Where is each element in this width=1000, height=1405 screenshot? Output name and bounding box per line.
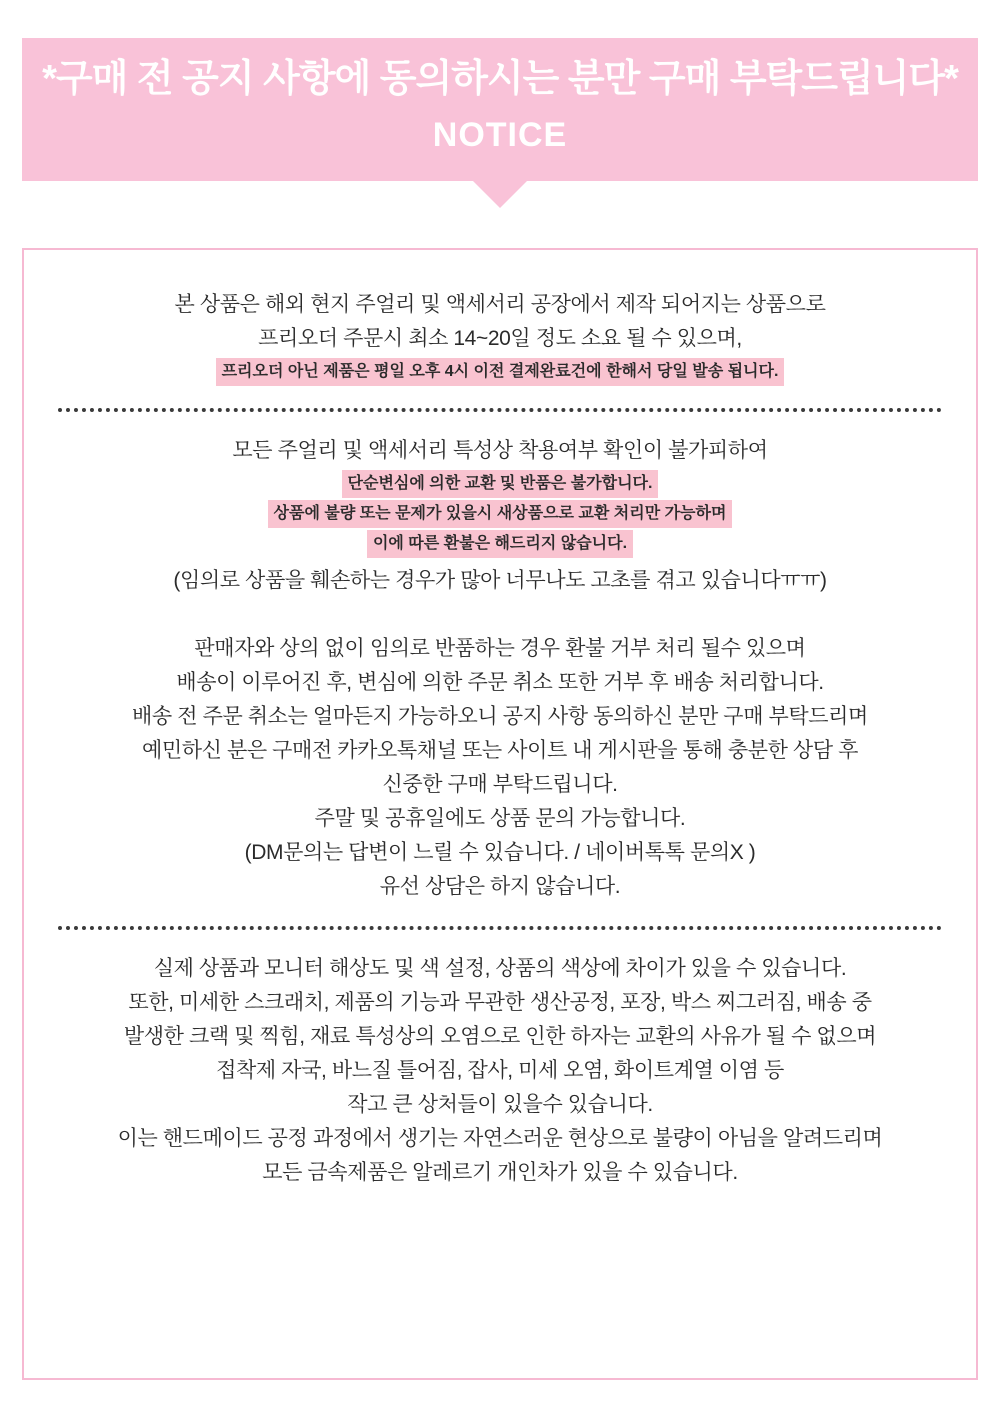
section3-line5: 신중한 구매 부탁드립니다. xyxy=(382,773,618,797)
section2-highlight2: 상품에 불량 또는 문제가 있을시 새상품으로 교환 처리만 가능하며 xyxy=(268,500,733,528)
section2-line2: (임의로 상품을 훼손하는 경우가 많아 너무나도 고초를 겪고 있습니다ㅠㅠ) xyxy=(173,569,827,593)
section3-line6: 주말 및 공휴일에도 상품 문의 가능합니다. xyxy=(314,807,686,831)
section2-highlight3-wrap xyxy=(52,530,948,558)
spacer-1 xyxy=(52,598,948,632)
section4-line4: 접착제 자국, 바느질 틀어짐, 잡사, 미세 오염, 화이트계열 이염 등 xyxy=(216,1059,784,1083)
banner-subtitle: NOTICE xyxy=(432,115,568,154)
section4-line7: 모든 금속제품은 알레르기 개인차가 있을 수 있습니다. xyxy=(262,1161,738,1185)
section-cancellation xyxy=(52,632,948,904)
section3-line3: 배송 전 주문 취소는 얼마든지 가능하오니 공지 사항 동의하신 분만 구매 부탁드리며 xyxy=(132,705,868,729)
section1-line2: 프리오더 주문시 최소 14~20일 정도 소요 될 수 있으며, xyxy=(258,327,742,351)
section-shipping xyxy=(52,288,948,386)
section4-line1: 실제 상품과 모니터 해상도 및 색 설정, 상품의 색상에 차이가 있을 수 있습니다. xyxy=(153,957,847,981)
section1-line1: 본 상품은 해외 현지 주얼리 및 액세서리 공장에서 제작 되어지는 상품으로 xyxy=(174,293,826,316)
section1-highlight: 프리오더 아닌 제품은 평일 오후 4시 이전 결제완료건에 한해서 당일 발송 됩니다. xyxy=(216,358,785,386)
section3-line4: 예민하신 분은 구매전 카카오톡채널 또는 사이트 내 게시판을 통해 충분한 상담 후 xyxy=(141,739,858,763)
section4-line5: 작고 큰 상처들이 있을수 있습니다. xyxy=(347,1093,653,1117)
section4-line2: 또한, 미세한 스크래치, 제품의 기능과 무관한 생산공정, 포장, 박스 찌그러짐, 배송 중 xyxy=(128,991,872,1015)
divider-2 xyxy=(58,926,942,930)
section3-line8: 유선 상담은 하지 않습니다. xyxy=(379,875,621,899)
section-product-quality xyxy=(52,952,948,1190)
section3-line2: 배송이 이루어진 후, 변심에 의한 주문 취소 또한 거부 후 배송 처리합니다. xyxy=(176,671,824,695)
banner-arrow-icon xyxy=(472,180,528,208)
section2-highlight1-wrap xyxy=(52,470,948,498)
section1-highlight-wrap xyxy=(52,358,948,386)
section2-highlight2-wrap xyxy=(52,500,948,528)
notice-content-box xyxy=(22,248,978,1380)
notice-banner xyxy=(22,38,978,181)
section3-line7: (DM문의는 답변이 느릴 수 있습니다. / 네이버톡톡 문의X ) xyxy=(244,841,756,865)
section2-line1: 모든 주얼리 및 액세서리 특성상 착용여부 확인이 불가피하여 xyxy=(232,439,768,463)
divider-1 xyxy=(58,408,942,412)
section3-line1: 판매자와 상의 없이 임의로 반품하는 경우 환불 거부 처리 될수 있으며 xyxy=(194,637,806,661)
section2-highlight3: 이에 따른 환불은 해드리지 않습니다. xyxy=(367,530,633,558)
section2-highlight1: 단순변심에 의한 교환 및 반품은 불가합니다. xyxy=(342,470,659,498)
banner-title: *구매 전 공지 사항에 동의하시는 분만 구매 부탁드립니다* xyxy=(42,58,958,100)
section4-line6: 이는 핸드메이드 공정 과정에서 생기는 자연스러운 현상으로 불량이 아님을 알려드리며 xyxy=(117,1127,883,1151)
section4-line3: 발생한 크랙 및 찍힘, 재료 특성상의 오염으로 인한 하자는 교환의 사유가 될 수 없으며 xyxy=(123,1025,877,1049)
section-returns xyxy=(52,434,948,598)
